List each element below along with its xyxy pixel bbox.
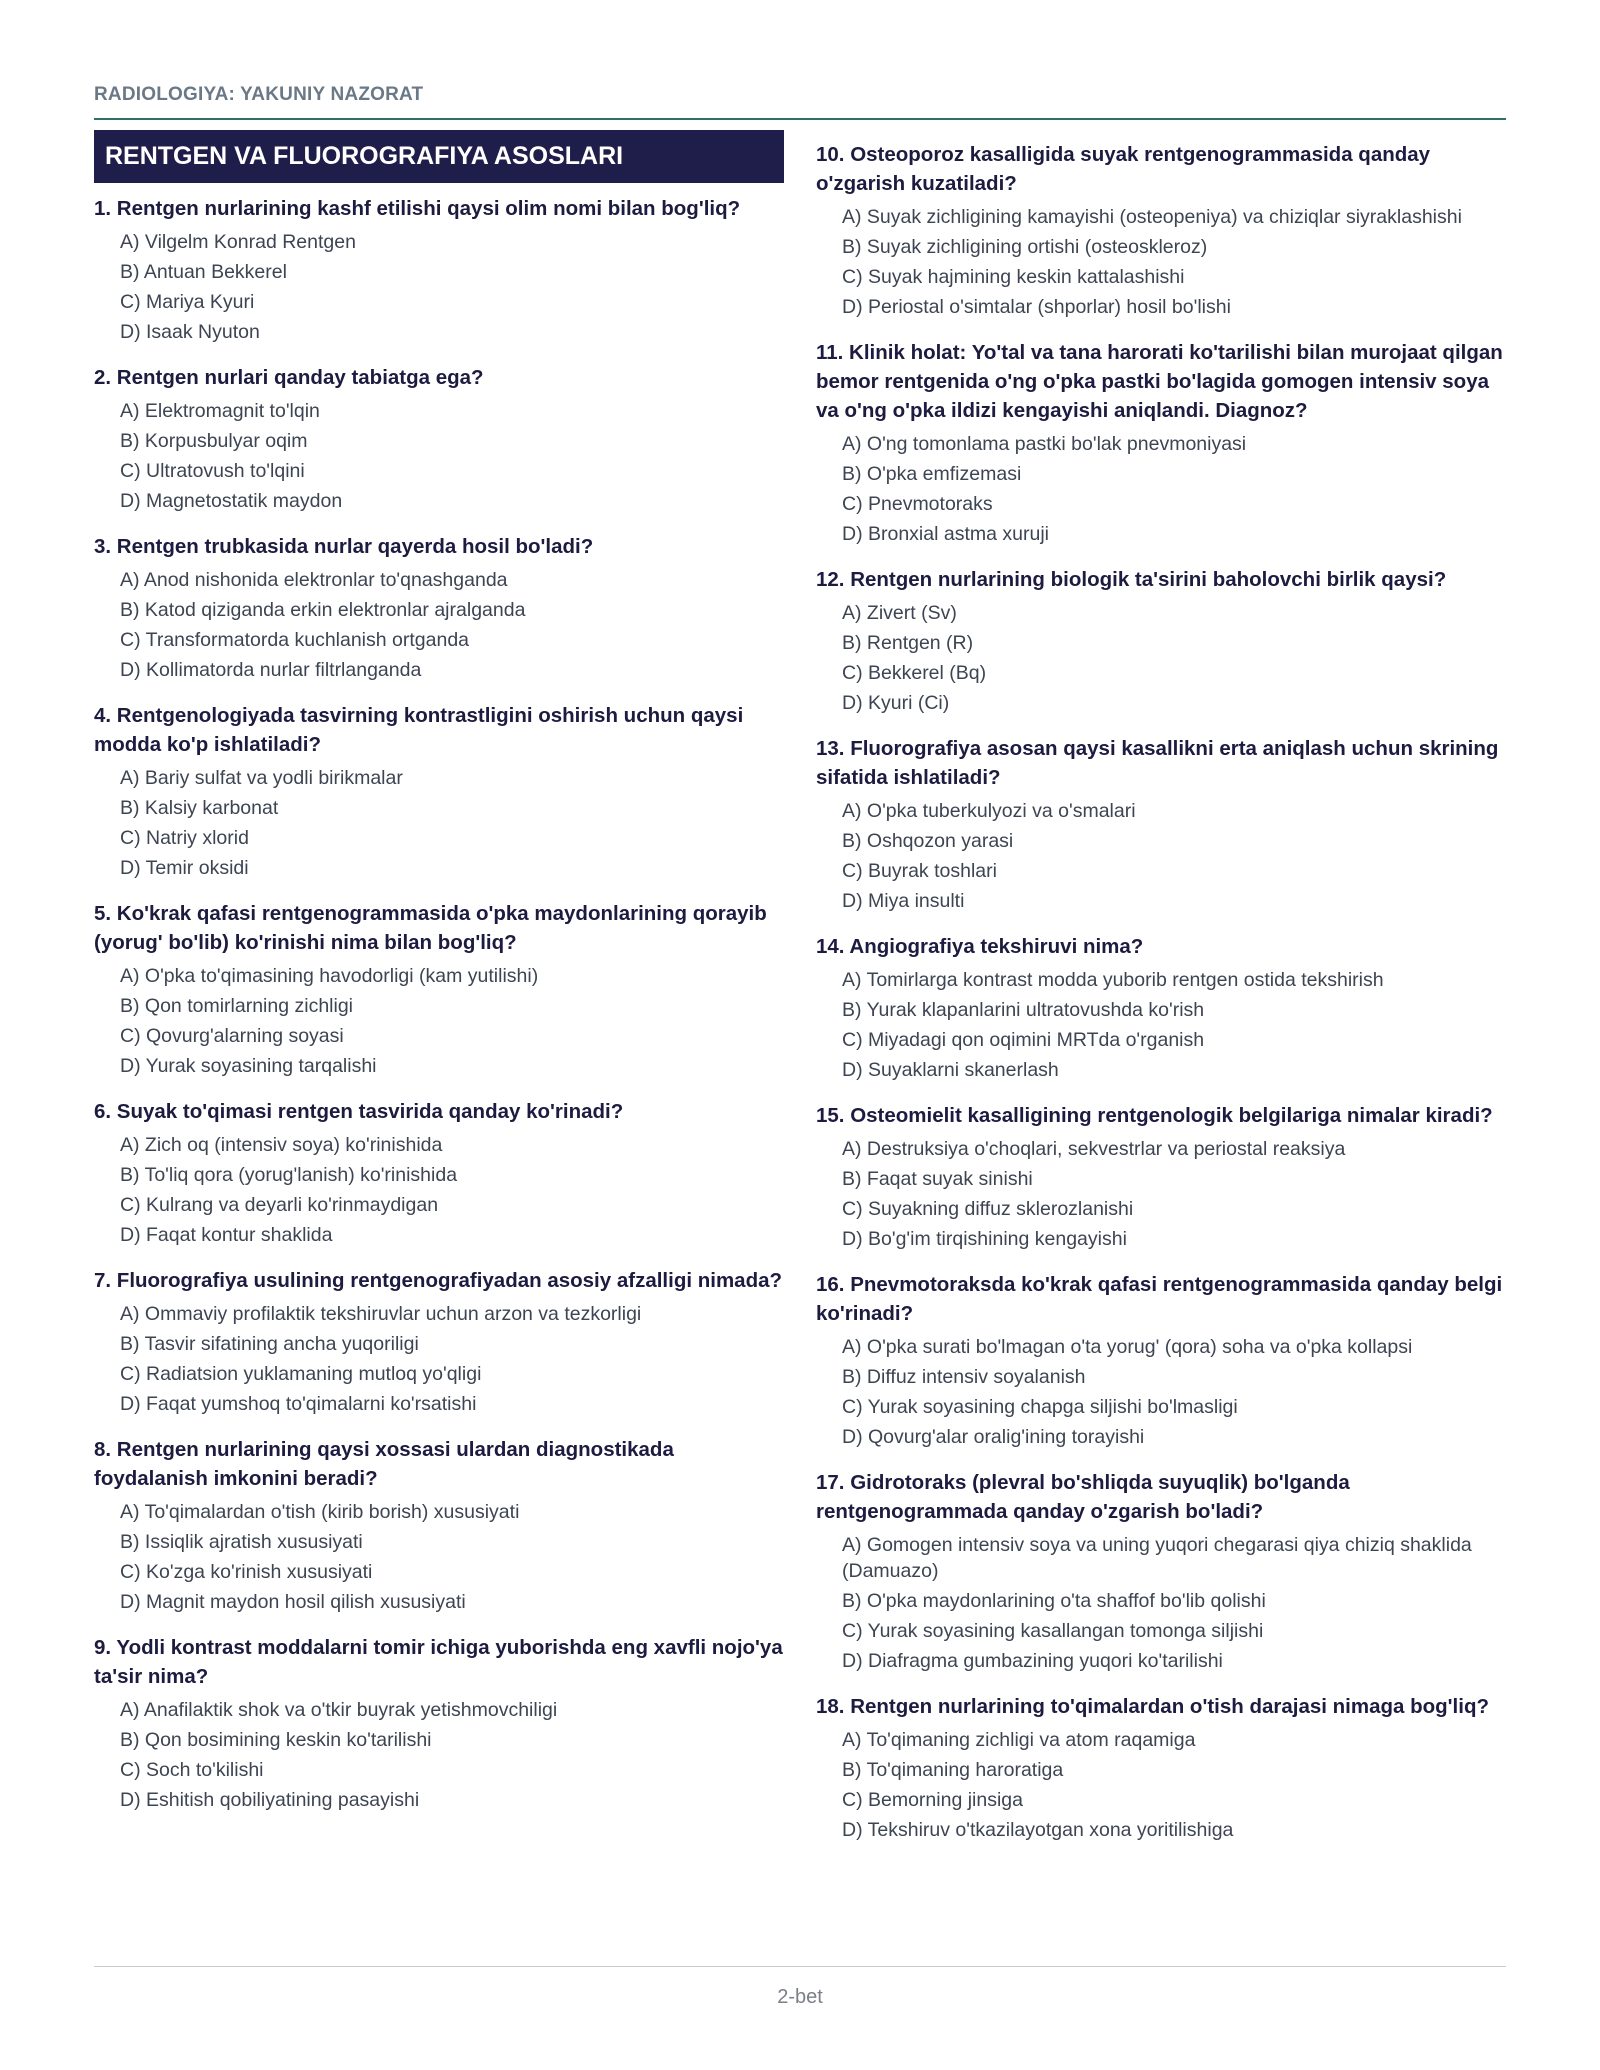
question-block: [816, 932, 1506, 1085]
answer-option: D) Bronxial astma xuruji: [842, 523, 1049, 545]
answer-option: C) Ko'zga ko'rinish xususiyati: [120, 1561, 373, 1583]
question-block: [94, 363, 784, 516]
answer-option: C) Kulrang va deyarli ko'rinmaydigan: [120, 1194, 439, 1216]
answer-option: A) O'pka surati bo'lmagan o'ta yorug' (qora) soha va o'pka kollapsi: [842, 1336, 1413, 1358]
document-title: RADIOLOGIYA: YAKUNIY NAZORAT: [94, 84, 424, 105]
answer-option: C) Qovurg'alarning soyasi: [120, 1025, 344, 1047]
answer-option: D) Isaak Nyuton: [120, 321, 260, 343]
answer-option: C) Pnevmotoraks: [842, 493, 993, 515]
answer-option: C) Yurak soyasining kasallangan tomonga siljishi: [842, 1620, 1264, 1642]
question-text: 1. Rentgen nurlarining kashf etilishi qaysi olim nomi bilan bog'liq?: [94, 197, 741, 220]
answer-option: A) To'qimalardan o'tish (kirib borish) xususiyati: [120, 1501, 520, 1523]
answer-option: C) Mariya Kyuri: [120, 291, 255, 313]
left-column: [94, 130, 784, 1831]
question-block: [94, 194, 784, 347]
footer-divider: [94, 1966, 1506, 1967]
answer-option: C) Bekkerel (Bq): [842, 662, 987, 684]
question-block: [94, 1097, 784, 1250]
answer-option: A) Gomogen intensiv soya va uning yuqori chegarasi qiya chiziq shaklida (Damuazo): [842, 1534, 1472, 1582]
answer-option: D) Faqat yumshoq to'qimalarni ko'rsatishi: [120, 1393, 477, 1415]
page-number: 2-bet: [777, 1986, 823, 2008]
answer-option: C) Suyakning diffuz sklerozlanishi: [842, 1198, 1134, 1220]
question-text: 6. Suyak to'qimasi rentgen tasvirida qanday ko'rinadi?: [94, 1100, 624, 1123]
question-block: [816, 1468, 1506, 1676]
question-block: [94, 1435, 784, 1617]
question-text: 5. Ko'krak qafasi rentgenogrammasida o'pka maydonlarining qorayib (yorug' bo'lib) ko'rinishi nima bilan bog'liq?: [94, 902, 767, 954]
question-text: 13. Fluorografiya asosan qaysi kasallikni erta aniqlash uchun skrining sifatida ishlatiladi?: [816, 737, 1499, 789]
answer-option: B) Kalsiy karbonat: [120, 797, 279, 819]
question-text: 18. Rentgen nurlarining to'qimalardan o'tish darajasi nimaga bog'liq?: [816, 1695, 1489, 1718]
answer-option: C) Ultratovush to'lqini: [120, 460, 305, 482]
question-text: 2. Rentgen nurlari qanday tabiatga ega?: [94, 366, 484, 389]
question-text: 3. Rentgen trubkasida nurlar qayerda hosil bo'ladi?: [94, 535, 594, 558]
question-text: 8. Rentgen nurlarining qaysi xossasi ulardan diagnostikada foydalanish imkonini beradi?: [94, 1438, 674, 1490]
answer-option: B) Korpusbulyar oqim: [120, 430, 308, 452]
answer-option: D) Eshitish qobiliyatining pasayishi: [120, 1789, 420, 1811]
answer-option: C) Soch to'kilishi: [120, 1759, 264, 1781]
question-block: [816, 1101, 1506, 1254]
question-block: [94, 532, 784, 685]
answer-option: B) Qon bosimining keskin ko'tarilishi: [120, 1729, 432, 1751]
question-block: [94, 899, 784, 1081]
question-block: [816, 565, 1506, 718]
question-list-right: [816, 140, 1506, 1845]
question-text: 11. Klinik holat: Yo'tal va tana harorati ko'tarilishi bilan murojaat qilgan bemor rentgenida o'ng o'pka pastki bo'lagida gomogen intensiv soya va o'ng o'pka ildizi kengayishi aniqlandi. Diagnoz?: [816, 341, 1503, 422]
answer-option: A) To'qimaning zichligi va atom raqamiga: [842, 1729, 1196, 1751]
question-block: [816, 1692, 1506, 1845]
question-text: 10. Osteoporoz kasalligida suyak rentgenogrammasida qanday o'zgarish kuzatiladi?: [816, 143, 1431, 195]
answer-option: D) Magnetostatik maydon: [120, 490, 343, 512]
answer-option: C) Transformatorda kuchlanish ortganda: [120, 629, 470, 651]
answer-option: A) Vilgelm Konrad Rentgen: [120, 231, 356, 253]
answer-option: D) Qovurg'alar oralig'ining torayishi: [842, 1426, 1145, 1448]
answer-option: B) Faqat suyak sinishi: [842, 1168, 1033, 1190]
answer-option: D) Tekshiruv o'tkazilayotgan xona yoritilishiga: [842, 1819, 1234, 1841]
question-block: [816, 734, 1506, 916]
answer-option: B) Yurak klapanlarini ultratovushda ko'rish: [842, 999, 1205, 1021]
question-text: 16. Pnevmotoraksda ko'krak qafasi rentgenogrammasida qanday belgi ko'rinadi?: [816, 1273, 1503, 1325]
answer-option: D) Diafragma gumbazining yuqori ko'tarilishi: [842, 1650, 1223, 1672]
answer-option: A) O'pka to'qimasining havodorligi (kam yutilishi): [120, 965, 539, 987]
question-text: 17. Gidrotoraks (plevral bo'shliqda suyuqlik) bo'lganda rentgenogrammada qanday o'zgarish bo'ladi?: [816, 1471, 1350, 1523]
answer-option: B) Antuan Bekkerel: [120, 261, 287, 283]
answer-option: D) Temir oksidi: [120, 857, 249, 879]
question-block: [94, 1633, 784, 1815]
answer-option: A) O'pka tuberkulyozi va o'smalari: [842, 800, 1136, 822]
question-text: 7. Fluorografiya usulining rentgenografiyadan asosiy afzalligi nimada?: [94, 1269, 783, 1292]
question-text: 9. Yodli kontrast moddalarni tomir ichiga yuborishda eng xavfli nojo'ya ta'sir nima?: [94, 1636, 783, 1688]
answer-option: A) Anod nishonida elektronlar to'qnashganda: [120, 569, 508, 591]
answer-option: C) Suyak hajmining keskin kattalashishi: [842, 266, 1185, 288]
answer-option: D) Miya insulti: [842, 890, 965, 912]
question-block: [816, 1270, 1506, 1452]
answer-option: A) Anafilaktik shok va o'tkir buyrak yetishmovchiligi: [120, 1699, 558, 1721]
answer-option: A) Bariy sulfat va yodli birikmalar: [120, 767, 403, 789]
answer-option: A) Tomirlarga kontrast modda yuborib rentgen ostida tekshirish: [842, 969, 1384, 991]
answer-option: B) Rentgen (R): [842, 632, 974, 654]
answer-option: B) Diffuz intensiv soyalanish: [842, 1366, 1086, 1388]
question-text: 4. Rentgenologiyada tasvirning kontrastligini oshirish uchun qaysi modda ko'p ishlatiladi?: [94, 704, 744, 756]
answer-option: C) Yurak soyasining chapga siljishi bo'lmasligi: [842, 1396, 1238, 1418]
answer-option: C) Bemorning jinsiga: [842, 1789, 1023, 1811]
answer-option: D) Kyuri (Ci): [842, 692, 950, 714]
answer-option: D) Periostal o'simtalar (shporlar) hosil bo'lishi: [842, 296, 1231, 318]
section-title: RENTGEN VA FLUOROGRAFIYA ASOSLARI: [94, 130, 784, 183]
answer-option: B) O'pka emfizemasi: [842, 463, 1022, 485]
question-block: [94, 1266, 784, 1419]
answer-option: B) O'pka maydonlarining o'ta shaffof bo'lib qolishi: [842, 1590, 1266, 1612]
answer-option: A) O'ng tomonlama pastki bo'lak pnevmoniyasi: [842, 433, 1247, 455]
answer-option: B) To'qimaning haroratiga: [842, 1759, 1064, 1781]
answer-option: B) Issiqlik ajratish xususiyati: [120, 1531, 363, 1553]
answer-option: D) Kollimatorda nurlar filtrlanganda: [120, 659, 422, 681]
question-text: 15. Osteomielit kasalligining rentgenologik belgilariga nimalar kiradi?: [816, 1104, 1493, 1127]
question-list-left: [94, 194, 784, 1815]
question-text: 14. Angiografiya tekshiruvi nima?: [816, 935, 1144, 958]
answer-option: D) Faqat kontur shaklida: [120, 1224, 333, 1246]
answer-option: A) Suyak zichligining kamayishi (osteopeniya) va chiziqlar siyraklashishi: [842, 206, 1462, 228]
question-block: [816, 338, 1506, 549]
answer-option: D) Magnit maydon hosil qilish xususiyati: [120, 1591, 466, 1613]
answer-option: D) Yurak soyasining tarqalishi: [120, 1055, 377, 1077]
answer-option: B) Tasvir sifatining ancha yuqoriligi: [120, 1333, 419, 1355]
answer-option: B) To'liq qora (yorug'lanish) ko'rinishida: [120, 1164, 458, 1186]
answer-option: C) Radiatsion yuklamaning mutloq yo'qligi: [120, 1363, 482, 1385]
answer-option: B) Oshqozon yarasi: [842, 830, 1014, 852]
answer-option: B) Qon tomirlarning zichligi: [120, 995, 354, 1017]
answer-option: D) Bo'g'im tirqishining kengayishi: [842, 1228, 1127, 1250]
answer-option: A) Elektromagnit to'lqin: [120, 400, 320, 422]
question-block: [816, 140, 1506, 322]
answer-option: D) Suyaklarni skanerlash: [842, 1059, 1059, 1081]
answer-option: C) Miyadagi qon oqimini MRTda o'rganish: [842, 1029, 1205, 1051]
answer-option: A) Zich oq (intensiv soya) ko'rinishida: [120, 1134, 443, 1156]
page-header: [94, 84, 1506, 120]
question-text: 12. Rentgen nurlarining biologik ta'sirini baholovchi birlik qaysi?: [816, 568, 1447, 591]
answer-option: A) Ommaviy profilaktik tekshiruvlar uchun arzon va tezkorligi: [120, 1303, 642, 1325]
answer-option: C) Buyrak toshlari: [842, 860, 997, 882]
answer-option: B) Katod qiziganda erkin elektronlar ajralganda: [120, 599, 526, 621]
answer-option: C) Natriy xlorid: [120, 827, 249, 849]
right-column: [816, 140, 1506, 1861]
answer-option: A) Destruksiya o'choqlari, sekvestrlar va periostal reaksiya: [842, 1138, 1346, 1160]
question-block: [94, 701, 784, 883]
answer-option: A) Zivert (Sv): [842, 602, 957, 624]
answer-option: B) Suyak zichligining ortishi (osteoskleroz): [842, 236, 1208, 258]
